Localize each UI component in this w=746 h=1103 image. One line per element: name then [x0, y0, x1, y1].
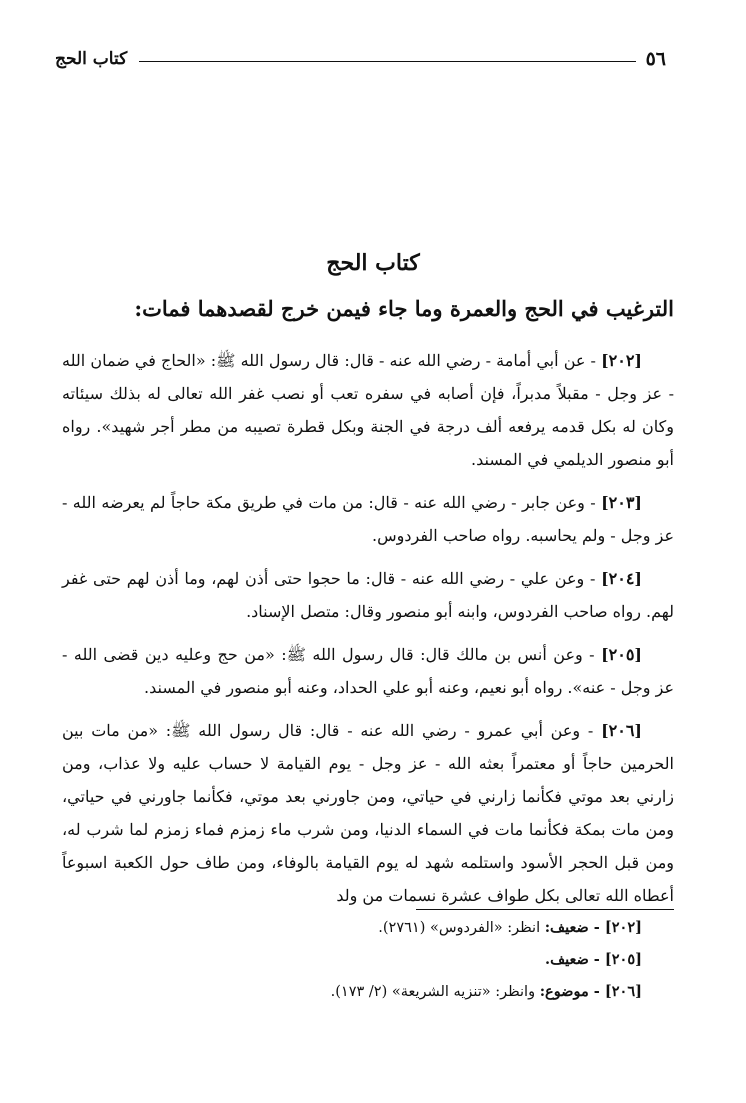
hadith-number: [٢٠٦] — [601, 721, 642, 740]
hadith-paragraph — [62, 562, 674, 628]
hadith-paragraph — [62, 344, 674, 476]
hadith-text: - وعن أبي عمرو - رضي الله عنه - قال: قال رسول الله ﷺ: «من مات بين الحرمين حاجاً أو معتمراً بعثه الله - عز وجل - يوم القيامة لا حساب عليه ولا عذاب، ومن زارني بعد موتي فكأنما زارني في حياتي، ومن جاورني بعد موتي، فكأنما جاورني في حياتي، ومن مات بمكة فكأنما مات في السماء الدنيا، ومن شرب ماء زمزم فماء زمزم لما شرب له، ومن قبل الحجر الأسود واستلمه شهد له يوم القيامة بالوفاء، ومن طاف حول الكعبة اسبوعاً أعطاه الله تعالى بكل طواف عشرة نسمات من ولد — [62, 721, 674, 905]
footnote — [60, 976, 642, 1008]
hadith-paragraph — [62, 486, 674, 552]
hadith-text: - وعن علي - رضي الله عنه - قال: ما حجوا حتى أذن لهم، وما أذن لهم حتى غفر لهم. رواه صاحب الفردوس، وابنه أبو منصور وقال: متصل الإسناد. — [62, 569, 674, 621]
chapter-subtitle: الترغيب في الحج والعمرة وما جاء فيمن خرج لقصدهما فمات: — [134, 296, 674, 321]
page-number: ٥٦ — [645, 48, 666, 70]
hadith-number: [٢٠٣] — [601, 493, 642, 512]
footnote-number: [٢٠٢] — [604, 919, 642, 936]
hadith-list — [62, 344, 674, 922]
footnote — [60, 912, 642, 944]
header-rule — [139, 61, 635, 62]
footnote-grade: - ضعيف: — [544, 919, 605, 936]
footnote-number: [٢٠٥] — [604, 951, 642, 968]
footnote-separator — [416, 909, 674, 910]
hadith-paragraph — [62, 714, 674, 912]
hadith-paragraph — [62, 638, 674, 704]
hadith-number: [٢٠٤] — [601, 569, 642, 588]
footnote-grade: - ضعيف. — [545, 951, 605, 968]
footnote-text: وانظر: «تنزيه الشريعة» (٢/ ١٧٣). — [330, 984, 540, 1000]
hadith-text: - وعن جابر - رضي الله عنه - قال: من مات في طريق مكة حاجاً لم يعرضه الله - عز وجل - ولم يحاسبه. رواه صاحب الفردوس. — [62, 493, 674, 545]
hadith-text: - وعن أنس بن مالك قال: قال رسول الله ﷺ: «من حج وعليه دين قضى الله - عز وجل - عنه». رواه أبو نعيم، وعنه أبو علي الحداد، وعنه أبو منصور في المسند. — [62, 645, 674, 697]
hadith-text: - عن أبي أمامة - رضي الله عنه - قال: قال رسول الله ﷺ: «الحاج في ضمان الله - عز وجل - مقبلاً مدبراً، فإن أصابه في سفره تعب أو نصب غفر الله تعالى له بذلك سيئاته وكان له بكل قدمه يرفعه ألف درجة في الجنة وبكل قطرة تصيبه من مطر أجر شهيد». رواه أبو منصور الديلمي في المسند. — [62, 351, 674, 469]
running-book-title: كتاب الحج — [55, 49, 128, 69]
footnote — [60, 944, 642, 976]
hadith-number: [٢٠٢] — [601, 351, 642, 370]
running-header — [55, 42, 666, 76]
footnote-grade: - موضوع: — [539, 983, 605, 1000]
footnote-text: انظر: «الفردوس» (٢٧٦١). — [378, 920, 545, 936]
footnotes — [60, 912, 642, 1008]
footnote-number: [٢٠٦] — [604, 983, 642, 1000]
hadith-number: [٢٠٥] — [601, 645, 642, 664]
chapter-title: كتاب الحج — [326, 250, 420, 276]
